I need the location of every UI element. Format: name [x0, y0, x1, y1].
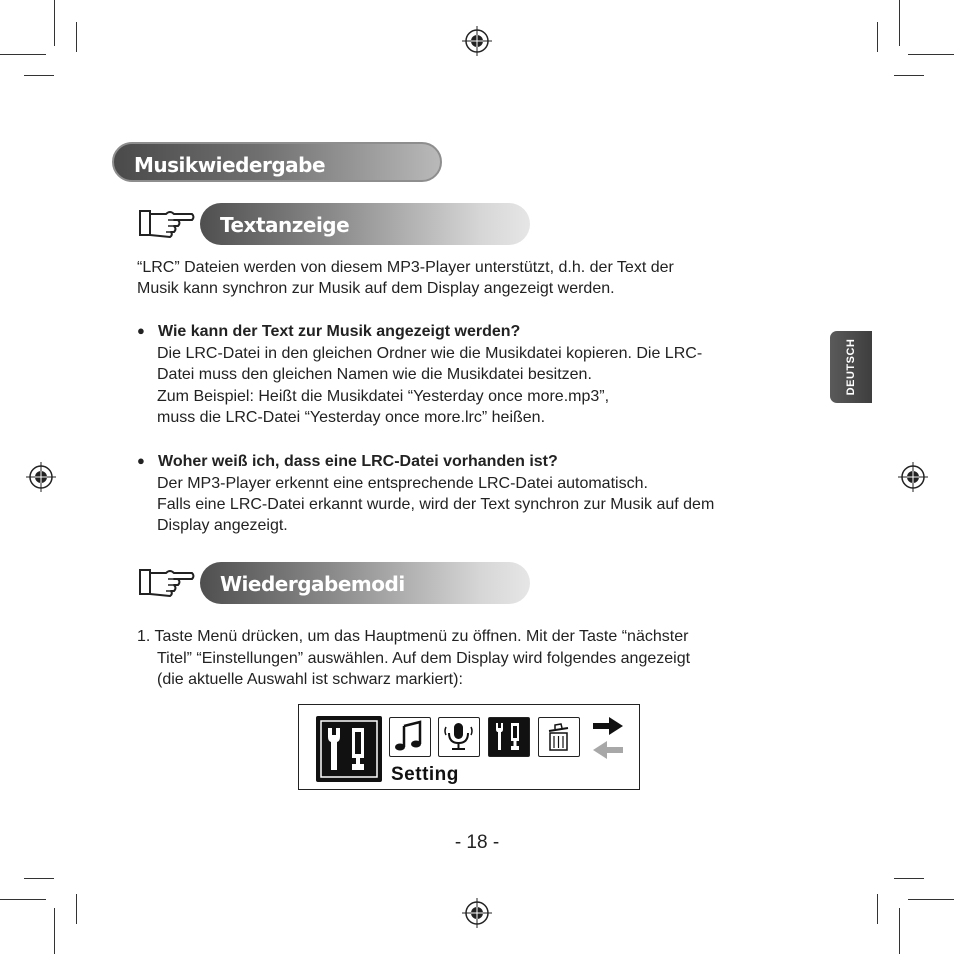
- crop-mark: [24, 75, 54, 76]
- crop-mark: [899, 0, 900, 46]
- crop-mark: [76, 894, 77, 924]
- crop-mark: [894, 75, 924, 76]
- arrow-left-icon: [593, 741, 623, 759]
- crop-mark: [877, 894, 878, 924]
- music-note-icon: [389, 717, 431, 757]
- registration-mark-icon: [26, 462, 56, 492]
- section-title-banner: [112, 142, 442, 182]
- bullet-line: muss die LRC-Datei “Yesterday once more.lrc” heißen.: [157, 409, 546, 426]
- bullet-line: Die LRC-Datei in den gleichen Ordner wie die Musikdatei kopieren. Die LRC-: [157, 345, 703, 362]
- subsection-title-banner: [200, 203, 530, 245]
- step-line: 1. Taste Menü drücken, um das Hauptmenü zu öffnen. Mit der Taste “nächster: [137, 628, 689, 645]
- step-line: (die aktuelle Auswahl ist schwarz markiert):: [157, 671, 463, 688]
- page-number: - 18 -: [454, 832, 500, 853]
- registration-mark-icon: [898, 462, 928, 492]
- bullet-dot: ●: [137, 323, 145, 338]
- crop-mark: [54, 908, 55, 954]
- registration-mark-icon: [462, 898, 492, 928]
- crop-mark: [908, 899, 954, 900]
- subsection-title: Textanzeige: [220, 213, 350, 237]
- arrow-right-icon: [593, 717, 623, 735]
- bullet-line: Falls eine LRC-Datei erkannt wurde, wird der Text synchron zur Musik auf dem: [157, 496, 715, 513]
- bullet-line: Datei muss den gleichen Namen wie die Musikdatei besitzen.: [157, 366, 592, 383]
- bullet-line: Display angezeigt.: [157, 517, 288, 534]
- trash-icon: [538, 717, 580, 757]
- crop-mark: [0, 54, 46, 55]
- subsection-title-banner: [200, 562, 530, 604]
- pointing-hand-icon: [138, 207, 196, 239]
- microphone-icon: [438, 717, 480, 757]
- settings-tools-icon: [488, 717, 530, 757]
- bullet-heading: Woher weiß ich, dass eine LRC-Datei vorhanden ist?: [158, 453, 558, 470]
- crop-mark: [899, 908, 900, 954]
- bullet-line: Der MP3-Player erkennt eine entsprechende LRC-Datei automatisch.: [157, 475, 648, 492]
- bullet-dot: ●: [137, 453, 145, 468]
- pointing-hand-icon: [138, 566, 196, 598]
- crop-mark: [894, 878, 924, 879]
- crop-mark: [0, 899, 46, 900]
- language-tab: [830, 331, 872, 403]
- subsection-title: Wiedergabemodi: [220, 572, 405, 596]
- display-label: Setting: [391, 764, 459, 785]
- bullet-heading: Wie kann der Text zur Musik angezeigt werden?: [158, 323, 521, 340]
- registration-mark-icon: [462, 26, 492, 56]
- settings-tools-icon: [316, 716, 382, 782]
- crop-mark: [54, 0, 55, 46]
- bullet-line: Zum Beispiel: Heißt die Musikdatei “Yesterday once more.mp3”,: [157, 388, 610, 405]
- intro-line: Musik kann synchron zur Musik auf dem Display angezeigt werden.: [137, 280, 615, 297]
- step-line: Titel” “Einstellungen” auswählen. Auf dem Display wird folgendes angezeigt: [157, 650, 691, 667]
- crop-mark: [24, 878, 54, 879]
- language-tab-label: DEUTSCH: [845, 338, 857, 396]
- device-display: [298, 704, 640, 790]
- section-title: Musikwiedergabe: [134, 153, 326, 177]
- crop-mark: [908, 54, 954, 55]
- intro-line: “LRC” Dateien werden von diesem MP3-Player unterstützt, d.h. der Text der: [137, 259, 674, 276]
- crop-mark: [76, 22, 77, 52]
- crop-mark: [877, 22, 878, 52]
